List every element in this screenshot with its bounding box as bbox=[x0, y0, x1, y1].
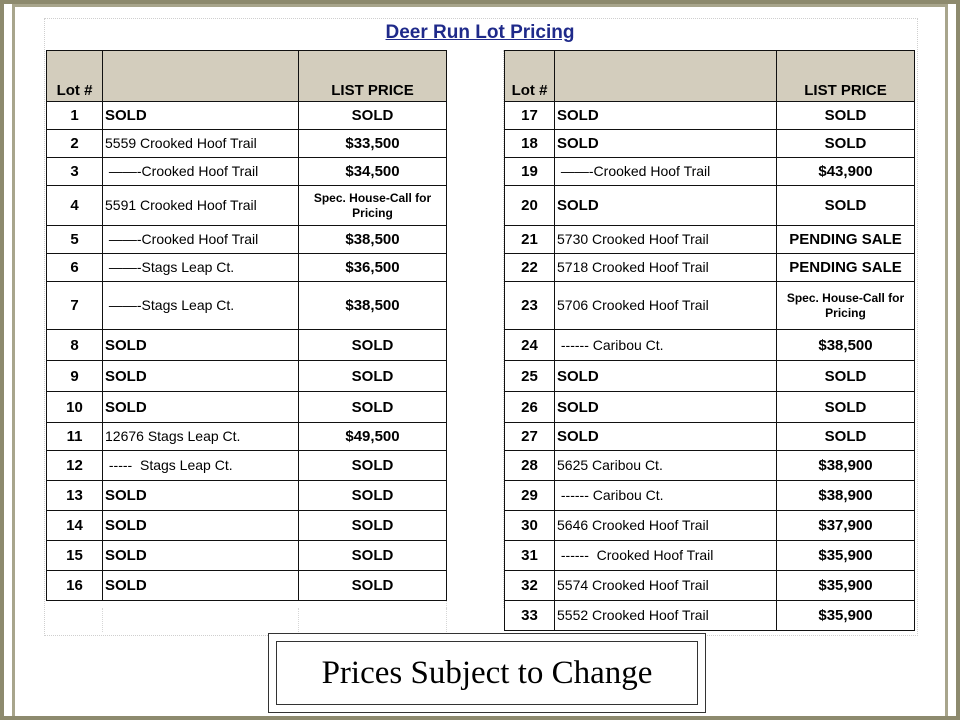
lot-number: 12 bbox=[47, 451, 103, 481]
lot-address bbox=[555, 541, 777, 571]
lot-address bbox=[103, 481, 299, 511]
lot-address-text: SOLD bbox=[105, 107, 147, 124]
price-notice-box bbox=[268, 633, 706, 713]
lot-table-left bbox=[46, 50, 447, 601]
lot-address bbox=[103, 541, 299, 571]
lot-address bbox=[555, 451, 777, 481]
lot-address-text: ——-Stags Leap Ct. bbox=[105, 297, 235, 313]
lot-table-left-body bbox=[47, 51, 447, 601]
table-row bbox=[47, 511, 447, 541]
lot-address bbox=[103, 158, 299, 186]
table-row bbox=[505, 102, 915, 130]
lot-price: PENDING SALE bbox=[777, 226, 915, 254]
lot-address-text: SOLD bbox=[557, 197, 599, 214]
lot-number: 31 bbox=[505, 541, 555, 571]
lot-number: 27 bbox=[505, 423, 555, 451]
lot-address bbox=[555, 158, 777, 186]
lot-price: $35,900 bbox=[777, 601, 915, 631]
lot-address bbox=[555, 481, 777, 511]
lot-address bbox=[555, 361, 777, 392]
lot-address-text: 5625 Caribou Ct. bbox=[557, 457, 663, 473]
lot-address-text: SOLD bbox=[557, 135, 599, 152]
lot-address-text: SOLD bbox=[105, 367, 147, 385]
lot-price: Spec. House-Call for Pricing bbox=[299, 186, 447, 226]
page-title: Deer Run Lot Pricing bbox=[385, 22, 575, 43]
lot-number: 24 bbox=[505, 330, 555, 361]
lot-address bbox=[555, 571, 777, 601]
lot-address-text: SOLD bbox=[557, 398, 599, 416]
table-row bbox=[47, 186, 447, 226]
lot-price: $38,900 bbox=[777, 481, 915, 511]
table-row bbox=[505, 282, 915, 330]
lot-address-text: SOLD bbox=[557, 107, 599, 124]
lot-number: 23 bbox=[505, 282, 555, 330]
address-header bbox=[103, 51, 299, 102]
lot-number: 7 bbox=[47, 282, 103, 330]
table-row bbox=[47, 254, 447, 282]
table-row bbox=[505, 254, 915, 282]
lot-number: 21 bbox=[505, 226, 555, 254]
list-price-header: LIST PRICE bbox=[777, 51, 915, 102]
lot-address-text: SOLD bbox=[105, 547, 147, 564]
table-row bbox=[47, 481, 447, 511]
lot-number: 20 bbox=[505, 186, 555, 226]
lot-address bbox=[555, 392, 777, 423]
lot-price: $38,500 bbox=[299, 282, 447, 330]
lot-address-text: ——-Crooked Hoof Trail bbox=[105, 163, 259, 179]
table-row bbox=[47, 571, 447, 601]
lot-price: SOLD bbox=[299, 481, 447, 511]
table-row bbox=[505, 423, 915, 451]
table-row bbox=[505, 130, 915, 158]
table-header-row bbox=[505, 51, 915, 102]
lot-address bbox=[103, 511, 299, 541]
lot-number: 4 bbox=[47, 186, 103, 226]
table-row bbox=[505, 511, 915, 541]
lot-price: $38,500 bbox=[299, 226, 447, 254]
lot-table-right bbox=[504, 50, 915, 631]
lot-address bbox=[555, 186, 777, 226]
table-row bbox=[505, 392, 915, 423]
lot-number: 14 bbox=[47, 511, 103, 541]
table-row bbox=[505, 541, 915, 571]
lot-address-text: 5559 Crooked Hoof Trail bbox=[105, 135, 257, 151]
lot-address-text: SOLD bbox=[105, 487, 147, 504]
lot-number: 13 bbox=[47, 481, 103, 511]
lot-address bbox=[555, 601, 777, 631]
lot-address-text: 5706 Crooked Hoof Trail bbox=[557, 297, 709, 313]
spacer-column bbox=[446, 50, 504, 608]
lot-address-text: 5718 Crooked Hoof Trail bbox=[557, 259, 709, 275]
lot-address-text: SOLD bbox=[105, 398, 147, 416]
lot-number-header: Lot # bbox=[505, 51, 555, 102]
lot-address bbox=[555, 254, 777, 282]
lot-price: SOLD bbox=[777, 392, 915, 423]
lot-price: SOLD bbox=[777, 361, 915, 392]
lot-address-text: 5552 Crooked Hoof Trail bbox=[557, 607, 709, 623]
lot-price: PENDING SALE bbox=[777, 254, 915, 282]
list-price-header: LIST PRICE bbox=[299, 51, 447, 102]
lot-price: $33,500 bbox=[299, 130, 447, 158]
table-row bbox=[505, 330, 915, 361]
lot-address bbox=[555, 330, 777, 361]
table-row bbox=[47, 102, 447, 130]
lot-number: 5 bbox=[47, 226, 103, 254]
table-row bbox=[505, 571, 915, 601]
lot-address-text: SOLD bbox=[105, 517, 147, 534]
price-notice-text: Prices Subject to Change bbox=[276, 641, 698, 705]
table-row bbox=[47, 423, 447, 451]
lot-price: SOLD bbox=[777, 130, 915, 158]
lot-address-text: 5574 Crooked Hoof Trail bbox=[557, 577, 709, 593]
lot-number: 22 bbox=[505, 254, 555, 282]
lot-address bbox=[103, 186, 299, 226]
table-row bbox=[505, 158, 915, 186]
lot-number: 18 bbox=[505, 130, 555, 158]
lot-price: SOLD bbox=[299, 541, 447, 571]
lot-address bbox=[555, 423, 777, 451]
lot-price: $35,900 bbox=[777, 571, 915, 601]
lot-address-text: SOLD bbox=[557, 428, 599, 445]
lot-price: SOLD bbox=[777, 102, 915, 130]
table-row bbox=[47, 392, 447, 423]
lot-price: SOLD bbox=[777, 186, 915, 226]
lot-price: $38,500 bbox=[777, 330, 915, 361]
lot-number: 9 bbox=[47, 361, 103, 392]
lot-number: 2 bbox=[47, 130, 103, 158]
lot-address bbox=[103, 282, 299, 330]
lot-address-text: ——-Crooked Hoof Trail bbox=[105, 231, 259, 247]
lot-price: SOLD bbox=[299, 571, 447, 601]
lot-price: SOLD bbox=[299, 361, 447, 392]
lot-address-text: ——-Stags Leap Ct. bbox=[105, 259, 235, 275]
lot-number: 3 bbox=[47, 158, 103, 186]
lot-number: 30 bbox=[505, 511, 555, 541]
lot-number: 29 bbox=[505, 481, 555, 511]
lot-address bbox=[103, 571, 299, 601]
table-row bbox=[505, 226, 915, 254]
lot-address-text: 5646 Crooked Hoof Trail bbox=[557, 517, 709, 533]
lot-price: $43,900 bbox=[777, 158, 915, 186]
table-row bbox=[505, 186, 915, 226]
lot-address bbox=[555, 282, 777, 330]
lot-address bbox=[103, 451, 299, 481]
lot-address bbox=[555, 511, 777, 541]
table-row bbox=[505, 601, 915, 631]
lot-price: $49,500 bbox=[299, 423, 447, 451]
lot-address-text: ------ Crooked Hoof Trail bbox=[557, 547, 714, 563]
table-header-row bbox=[47, 51, 447, 102]
table-row bbox=[505, 451, 915, 481]
lot-price: SOLD bbox=[299, 511, 447, 541]
table-row bbox=[47, 130, 447, 158]
lot-address bbox=[555, 130, 777, 158]
lot-address-text: ----- Stags Leap Ct. bbox=[105, 457, 233, 473]
blank-row bbox=[46, 608, 446, 632]
lot-address bbox=[103, 226, 299, 254]
lot-price: SOLD bbox=[299, 330, 447, 361]
lot-number: 32 bbox=[505, 571, 555, 601]
lot-number: 25 bbox=[505, 361, 555, 392]
lot-price: $38,900 bbox=[777, 451, 915, 481]
lot-address bbox=[103, 330, 299, 361]
lot-number: 26 bbox=[505, 392, 555, 423]
lot-address bbox=[103, 254, 299, 282]
lot-number: 16 bbox=[47, 571, 103, 601]
table-row bbox=[47, 330, 447, 361]
lot-address-text: ——-Crooked Hoof Trail bbox=[557, 163, 711, 179]
table-row bbox=[47, 282, 447, 330]
lot-price: Spec. House-Call for Pricing bbox=[777, 282, 915, 330]
lot-number: 15 bbox=[47, 541, 103, 571]
table-row bbox=[505, 361, 915, 392]
lot-number: 6 bbox=[47, 254, 103, 282]
lot-address bbox=[103, 102, 299, 130]
lot-number: 1 bbox=[47, 102, 103, 130]
lot-address-text: 12676 Stags Leap Ct. bbox=[105, 428, 241, 444]
lot-price: $34,500 bbox=[299, 158, 447, 186]
table-row bbox=[505, 481, 915, 511]
lot-address-text: 5730 Crooked Hoof Trail bbox=[557, 231, 709, 247]
lot-number: 8 bbox=[47, 330, 103, 361]
lot-number: 19 bbox=[505, 158, 555, 186]
table-row bbox=[47, 451, 447, 481]
lot-address bbox=[103, 423, 299, 451]
lot-address bbox=[103, 130, 299, 158]
lot-address-text: SOLD bbox=[557, 367, 599, 385]
lot-address-text: 5591 Crooked Hoof Trail bbox=[105, 197, 257, 213]
lot-address bbox=[103, 392, 299, 423]
lot-price: $37,900 bbox=[777, 511, 915, 541]
lot-number: 33 bbox=[505, 601, 555, 631]
lot-address-text: SOLD bbox=[105, 577, 147, 594]
lot-price: SOLD bbox=[299, 102, 447, 130]
lot-number-header: Lot # bbox=[47, 51, 103, 102]
address-header bbox=[555, 51, 777, 102]
lot-address-text: ------ Caribou Ct. bbox=[557, 336, 664, 353]
lot-address-text: ------ Caribou Ct. bbox=[557, 487, 664, 503]
lot-table-right-body bbox=[505, 51, 915, 631]
lot-address-text: SOLD bbox=[105, 336, 147, 354]
lot-number: 28 bbox=[505, 451, 555, 481]
lot-price: $36,500 bbox=[299, 254, 447, 282]
table-row bbox=[47, 541, 447, 571]
lot-price: SOLD bbox=[299, 451, 447, 481]
lot-number: 11 bbox=[47, 423, 103, 451]
lot-number: 10 bbox=[47, 392, 103, 423]
table-row bbox=[47, 361, 447, 392]
lot-number: 17 bbox=[505, 102, 555, 130]
lot-address bbox=[103, 361, 299, 392]
lot-address bbox=[555, 102, 777, 130]
table-row bbox=[47, 158, 447, 186]
lot-price: SOLD bbox=[777, 423, 915, 451]
lot-price: SOLD bbox=[299, 392, 447, 423]
table-row bbox=[47, 226, 447, 254]
lot-address bbox=[555, 226, 777, 254]
lot-price: $35,900 bbox=[777, 541, 915, 571]
